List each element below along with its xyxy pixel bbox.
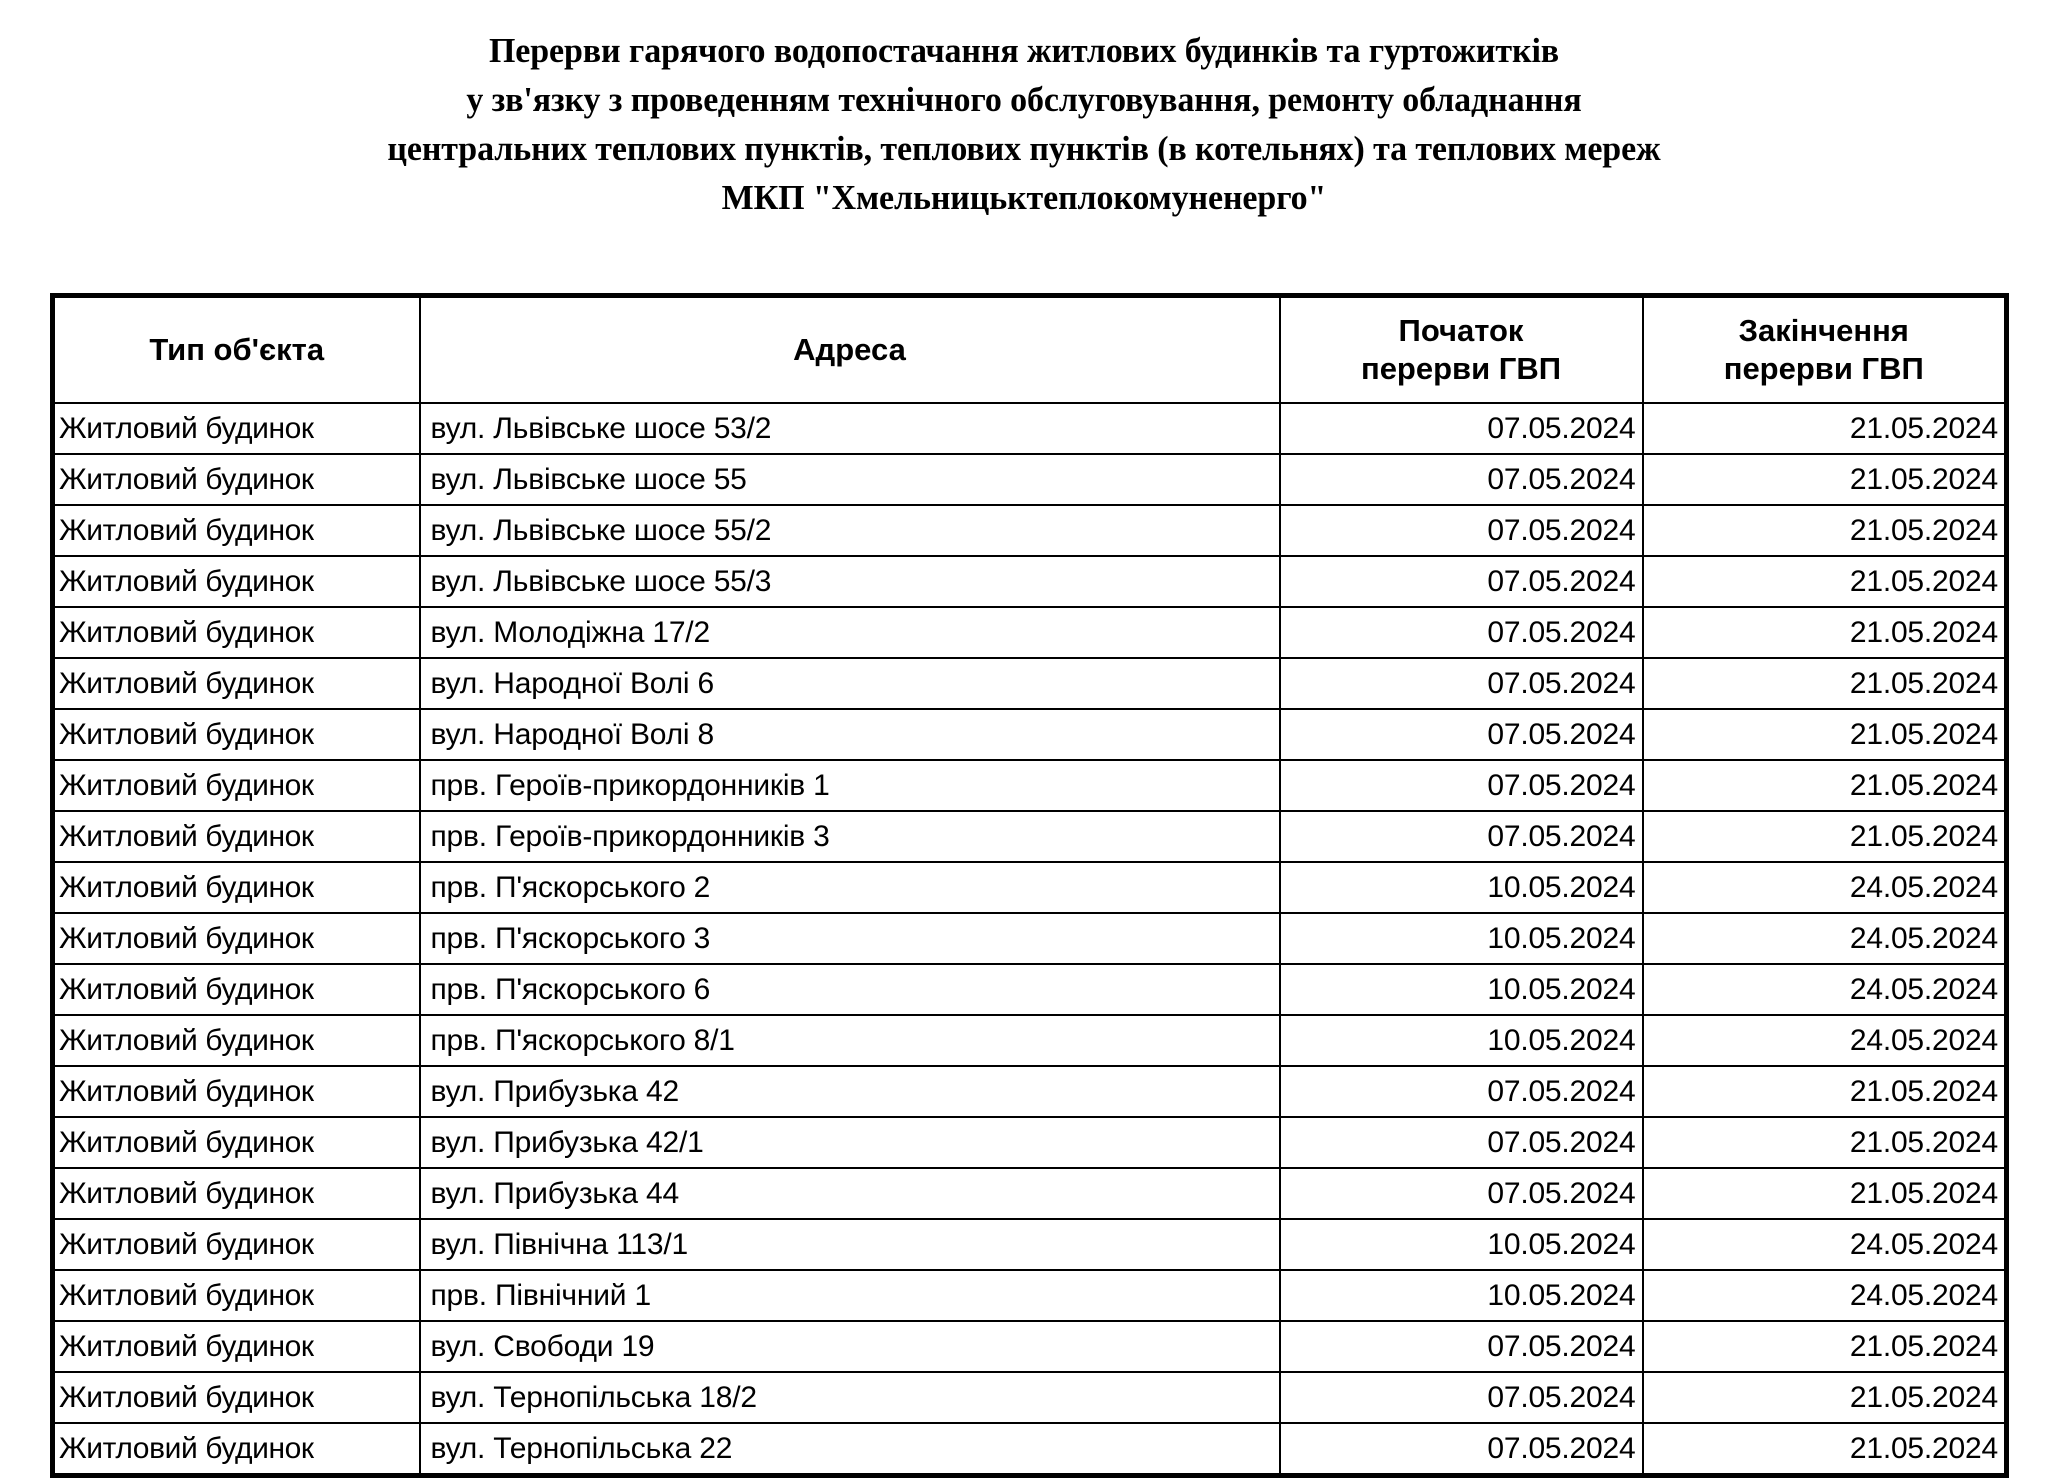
cell-end-date: 21.05.2024: [1643, 1423, 2007, 1476]
cell-start-date: 07.05.2024: [1280, 607, 1643, 658]
cell-start-date: 07.05.2024: [1280, 658, 1643, 709]
column-header-start-line-1: Початок: [1398, 313, 1524, 348]
cell-address: вул. Тернопільська 18/2: [420, 1372, 1280, 1423]
cell-start-date: 10.05.2024: [1280, 913, 1643, 964]
table-row: [53, 1270, 2007, 1321]
cell-object-type: Житловий будинок: [53, 1270, 420, 1321]
cell-start-date: 10.05.2024: [1280, 1270, 1643, 1321]
cell-object-type: Житловий будинок: [53, 1015, 420, 1066]
cell-address: прв. Героїв-прикордонників 3: [420, 811, 1280, 862]
cell-start-date: 07.05.2024: [1280, 1321, 1643, 1372]
cell-object-type: Житловий будинок: [53, 454, 420, 505]
cell-start-date: 07.05.2024: [1280, 556, 1643, 607]
table-header: [53, 296, 2007, 404]
cell-object-type: Житловий будинок: [53, 964, 420, 1015]
schedule-table: [50, 293, 2009, 1478]
table-row: [53, 556, 2007, 607]
cell-end-date: 21.05.2024: [1643, 1168, 2007, 1219]
column-header-end: [1643, 296, 2007, 404]
cell-address: вул. Львівське шосе 55/2: [420, 505, 1280, 556]
table-row: [53, 1015, 2007, 1066]
table-row: [53, 964, 2007, 1015]
cell-address: прв. П'яскорського 6: [420, 964, 1280, 1015]
table-row: [53, 607, 2007, 658]
column-header-end-line-2: перерви ГВП: [1723, 351, 1924, 386]
cell-object-type: Житловий будинок: [53, 1219, 420, 1270]
cell-start-date: 07.05.2024: [1280, 1372, 1643, 1423]
table-row: [53, 403, 2007, 454]
cell-object-type: Житловий будинок: [53, 862, 420, 913]
table-row: [53, 811, 2007, 862]
cell-end-date: 21.05.2024: [1643, 556, 2007, 607]
table-row: [53, 709, 2007, 760]
cell-start-date: 07.05.2024: [1280, 1423, 1643, 1476]
column-header-start-line-2: перерви ГВП: [1360, 351, 1562, 386]
cell-object-type: Житловий будинок: [53, 1066, 420, 1117]
column-header-type: [53, 296, 420, 404]
cell-object-type: Житловий будинок: [53, 403, 420, 454]
table-body: [53, 403, 2007, 1476]
table-row: [53, 1219, 2007, 1270]
cell-address: вул. Північна 113/1: [420, 1219, 1280, 1270]
table-row: [53, 454, 2007, 505]
table-row: [53, 862, 2007, 913]
cell-start-date: 07.05.2024: [1280, 1066, 1643, 1117]
cell-object-type: Житловий будинок: [53, 1321, 420, 1372]
cell-start-date: 07.05.2024: [1280, 1168, 1643, 1219]
cell-start-date: 10.05.2024: [1280, 862, 1643, 913]
cell-end-date: 21.05.2024: [1643, 760, 2007, 811]
cell-object-type: Житловий будинок: [53, 505, 420, 556]
cell-end-date: 24.05.2024: [1643, 1015, 2007, 1066]
column-header-address-line-1: Адреса: [793, 332, 906, 367]
cell-end-date: 21.05.2024: [1643, 709, 2007, 760]
table-row: [53, 505, 2007, 556]
table-row: [53, 1423, 2007, 1476]
cell-address: вул. Львівське шосе 53/2: [420, 403, 1280, 454]
schedule-table-container: [50, 293, 2004, 1478]
cell-start-date: 10.05.2024: [1280, 1015, 1643, 1066]
cell-object-type: Житловий будинок: [53, 811, 420, 862]
table-row: [53, 1168, 2007, 1219]
table-header-row: [53, 296, 2007, 404]
cell-start-date: 07.05.2024: [1280, 811, 1643, 862]
cell-end-date: 21.05.2024: [1643, 1117, 2007, 1168]
title-line-4: МКП "Хмельницьктеплокомуненерго": [721, 178, 1327, 217]
cell-start-date: 07.05.2024: [1280, 760, 1643, 811]
cell-address: вул. Прибузька 44: [420, 1168, 1280, 1219]
title-line-3: центральних теплових пунктів, теплових пунктів (в котельнях) та теплових мереж: [387, 129, 1661, 168]
cell-address: вул. Тернопільська 22: [420, 1423, 1280, 1476]
cell-address: прв. Героїв-прикордонників 1: [420, 760, 1280, 811]
cell-start-date: 07.05.2024: [1280, 709, 1643, 760]
cell-end-date: 24.05.2024: [1643, 1270, 2007, 1321]
cell-address: прв. П'яскорського 3: [420, 913, 1280, 964]
cell-end-date: 24.05.2024: [1643, 913, 2007, 964]
cell-start-date: 07.05.2024: [1280, 454, 1643, 505]
table-row: [53, 913, 2007, 964]
cell-object-type: Житловий будинок: [53, 913, 420, 964]
cell-address: вул. Народної Волі 6: [420, 658, 1280, 709]
table-row: [53, 760, 2007, 811]
cell-address: вул. Прибузька 42/1: [420, 1117, 1280, 1168]
cell-object-type: Житловий будинок: [53, 1168, 420, 1219]
cell-end-date: 21.05.2024: [1643, 1066, 2007, 1117]
table-row: [53, 1321, 2007, 1372]
cell-end-date: 21.05.2024: [1643, 607, 2007, 658]
cell-object-type: Житловий будинок: [53, 658, 420, 709]
cell-end-date: 21.05.2024: [1643, 454, 2007, 505]
cell-object-type: Житловий будинок: [53, 1423, 420, 1476]
page-title: [31, 0, 2018, 222]
cell-end-date: 21.05.2024: [1643, 1372, 2007, 1423]
cell-end-date: 24.05.2024: [1643, 964, 2007, 1015]
cell-address: вул. Молодіжна 17/2: [420, 607, 1280, 658]
cell-object-type: Житловий будинок: [53, 607, 420, 658]
cell-end-date: 21.05.2024: [1643, 505, 2007, 556]
table-row: [53, 658, 2007, 709]
column-header-end-line-1: Закінчення: [1738, 313, 1909, 348]
cell-address: вул. Прибузька 42: [420, 1066, 1280, 1117]
cell-address: вул. Львівське шосе 55/3: [420, 556, 1280, 607]
cell-end-date: 21.05.2024: [1643, 403, 2007, 454]
table-row: [53, 1117, 2007, 1168]
cell-end-date: 21.05.2024: [1643, 811, 2007, 862]
cell-address: прв. Північний 1: [420, 1270, 1280, 1321]
cell-end-date: 21.05.2024: [1643, 1321, 2007, 1372]
cell-address: прв. П'яскорського 8/1: [420, 1015, 1280, 1066]
title-line-2: у зв'язку з проведенням технічного обслуговування, ремонту обладнання: [466, 80, 1582, 119]
table-row: [53, 1066, 2007, 1117]
table-row: [53, 1372, 2007, 1423]
cell-object-type: Житловий будинок: [53, 1117, 420, 1168]
cell-end-date: 24.05.2024: [1643, 1219, 2007, 1270]
cell-address: вул. Львівське шосе 55: [420, 454, 1280, 505]
cell-object-type: Житловий будинок: [53, 709, 420, 760]
cell-start-date: 07.05.2024: [1280, 505, 1643, 556]
cell-object-type: Житловий будинок: [53, 1372, 420, 1423]
column-header-type-line-1: Тип об'єкта: [149, 332, 325, 367]
cell-object-type: Житловий будинок: [53, 556, 420, 607]
cell-start-date: 10.05.2024: [1280, 964, 1643, 1015]
cell-start-date: 07.05.2024: [1280, 403, 1643, 454]
cell-end-date: 24.05.2024: [1643, 862, 2007, 913]
cell-address: прв. П'яскорського 2: [420, 862, 1280, 913]
cell-address: вул. Свободи 19: [420, 1321, 1280, 1372]
cell-end-date: 21.05.2024: [1643, 658, 2007, 709]
column-header-start: [1280, 296, 1643, 404]
title-line-1: Перерви гарячого водопостачання житлових будинків та гуртожитків: [488, 31, 1560, 70]
cell-address: вул. Народної Волі 8: [420, 709, 1280, 760]
cell-object-type: Житловий будинок: [53, 760, 420, 811]
cell-start-date: 10.05.2024: [1280, 1219, 1643, 1270]
cell-start-date: 07.05.2024: [1280, 1117, 1643, 1168]
column-header-address: [420, 296, 1280, 404]
